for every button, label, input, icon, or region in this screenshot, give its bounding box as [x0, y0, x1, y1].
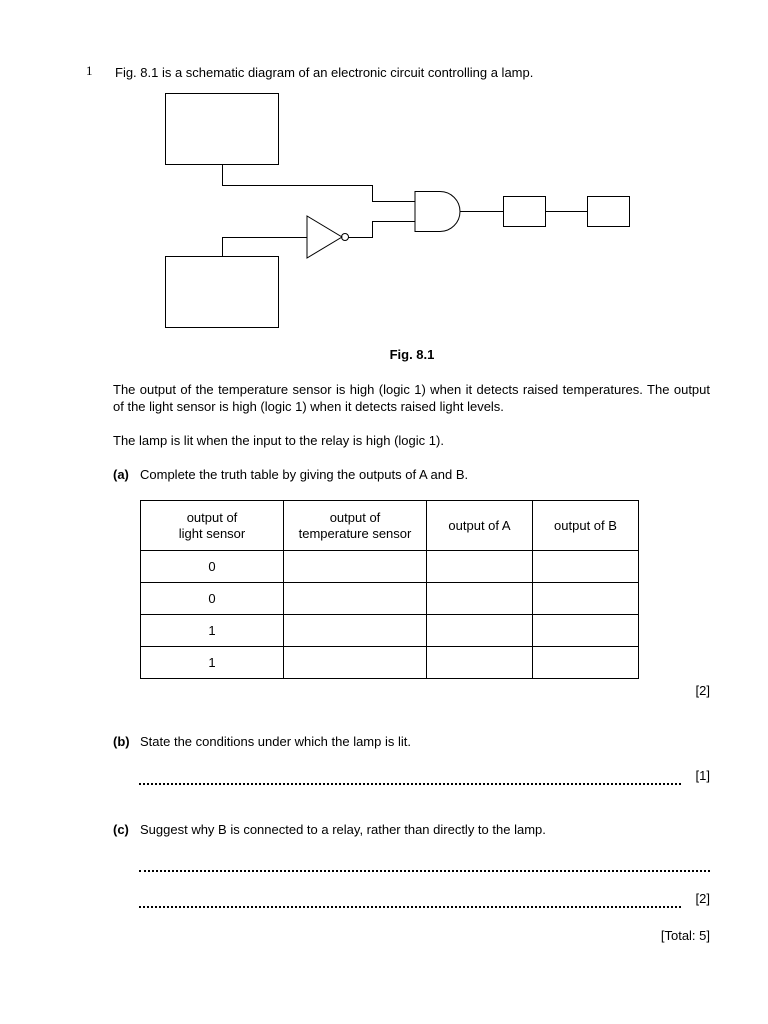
- top-sensor-box: [166, 94, 279, 165]
- part-c: [113, 822, 546, 837]
- question-number: 1: [86, 63, 93, 78]
- cell-output-a[interactable]: [427, 615, 533, 647]
- cell-light-sensor: 1: [141, 647, 284, 679]
- table-row: [141, 551, 639, 583]
- part-a-label: (a): [113, 467, 129, 482]
- cell-temperature-sensor[interactable]: [284, 583, 427, 615]
- part-c-marks: [2]: [695, 891, 710, 906]
- cell-temperature-sensor[interactable]: [284, 647, 427, 679]
- part-c-text: Suggest why B is connected to a relay, rather than directly to the lamp.: [140, 822, 546, 837]
- relay-box: [504, 197, 546, 227]
- answer-line-c-1[interactable]: [139, 870, 710, 872]
- table-row: [141, 583, 639, 615]
- total-marks: [Total: 5]: [660, 928, 710, 943]
- table-row: [141, 647, 639, 679]
- cell-temperature-sensor[interactable]: [284, 615, 427, 647]
- wire-not-output: [349, 222, 416, 238]
- cell-temperature-sensor[interactable]: [284, 551, 427, 583]
- cell-output-b[interactable]: [533, 647, 639, 679]
- cell-output-b[interactable]: [533, 615, 639, 647]
- part-b-label: (b): [113, 734, 130, 749]
- header-output-b: output of B: [533, 501, 639, 551]
- part-b: [113, 734, 411, 749]
- figure-caption: Fig. 8.1: [389, 347, 435, 362]
- table-row: [141, 615, 639, 647]
- header-output-a: output of A: [427, 501, 533, 551]
- cell-output-a[interactable]: [427, 551, 533, 583]
- cell-light-sensor: 0: [141, 551, 284, 583]
- part-b-text: State the conditions under which the lamp is lit.: [140, 734, 411, 749]
- wire-top-sensor: [223, 165, 416, 202]
- not-gate: [307, 216, 342, 258]
- part-c-label: (c): [113, 822, 129, 837]
- part-a: [113, 467, 468, 482]
- paragraph-sensors: The output of the temperature sensor is high (logic 1) when it detects raised temperatures. The output of the light sensor is high (logic 1) when it detects raised light levels.: [113, 382, 710, 414]
- cell-output-a[interactable]: [427, 583, 533, 615]
- header-temperature-sensor: output of temperature sensor: [284, 501, 427, 551]
- cell-light-sensor: 1: [141, 615, 284, 647]
- part-b-marks: [1]: [695, 768, 710, 783]
- lamp-box: [588, 197, 630, 227]
- bottom-sensor-box: [166, 257, 279, 328]
- cell-output-b[interactable]: [533, 583, 639, 615]
- wire-bottom-sensor: [223, 238, 308, 257]
- part-a-text: Complete the truth table by giving the outputs of A and B.: [140, 467, 469, 482]
- and-gate: [415, 192, 460, 232]
- paragraph-lamp: The lamp is lit when the input to the relay is high (logic 1).: [113, 433, 444, 448]
- cell-output-a[interactable]: [427, 647, 533, 679]
- cell-output-b[interactable]: [533, 551, 639, 583]
- answer-line-b[interactable]: [139, 783, 681, 785]
- answer-line-c-2[interactable]: [139, 906, 681, 908]
- circuit-diagram: [150, 88, 640, 338]
- header-light-sensor: output of light sensor: [141, 501, 284, 551]
- part-a-marks: [2]: [695, 683, 710, 698]
- truth-table-header: [141, 501, 639, 551]
- question-intro: Fig. 8.1 is a schematic diagram of an electronic circuit controlling a lamp.: [115, 65, 534, 80]
- cell-light-sensor: 0: [141, 583, 284, 615]
- truth-table: [140, 500, 639, 679]
